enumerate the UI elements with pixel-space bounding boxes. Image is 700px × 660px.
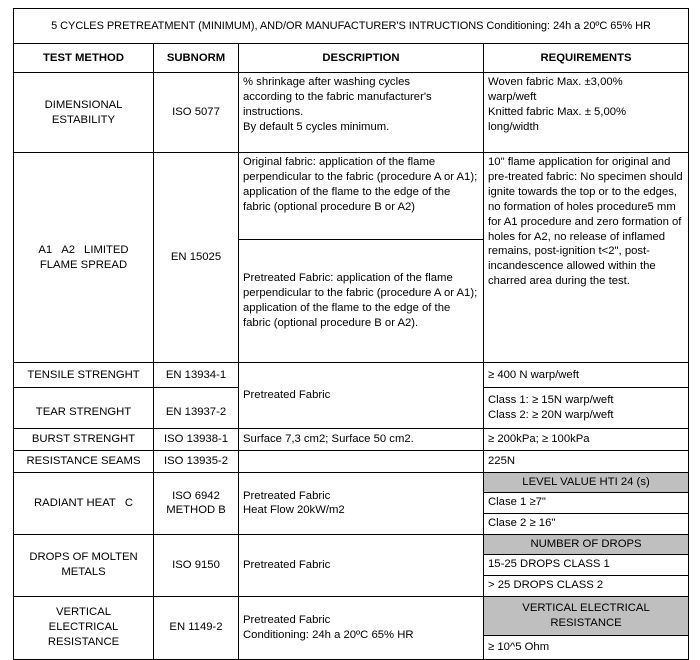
method-dimensional-line-1: DIMENSIONAL bbox=[44, 98, 123, 111]
subnorm-dimensional-estability: ISO 5077 bbox=[154, 73, 239, 153]
requirements-header-radiant-heat: LEVEL VALUE HTI 24 (s) bbox=[484, 473, 689, 493]
requirements-resistance-seams: 225N bbox=[484, 451, 689, 473]
desc-dimensional-line-3: instructions. bbox=[243, 105, 304, 118]
table-row-title bbox=[14, 9, 689, 44]
description-burst-strenght: Surface 7,3 cm2; Surface 50 cm2. bbox=[239, 429, 484, 451]
method-electrical-line-1: VERTICAL bbox=[55, 606, 112, 619]
method-resistance-seams: RESISTANCE SEAMS bbox=[14, 451, 154, 473]
table-row-flame-spread-original bbox=[14, 153, 689, 240]
description-vertical-electrical-resistance bbox=[239, 596, 484, 659]
method-radiant-heat bbox=[14, 473, 154, 535]
requirements-tensile-strenght: ≥ 400 N warp/weft bbox=[484, 363, 689, 388]
description-radiant-heat bbox=[239, 473, 484, 535]
method-burst-strenght: BURST STRENGHT bbox=[14, 429, 154, 451]
method-tensile-strenght: TENSILE STRENGHT bbox=[14, 363, 154, 388]
subnorm-radiant-heat bbox=[154, 473, 239, 535]
table-row-electrical-resistance-header bbox=[14, 596, 689, 635]
pretreatment-banner: 5 CYCLES PRETREATMENT (MINIMUM), AND/OR MANUFACTURER'S INTRUCTIONS Conditioning: 24h a 20ºC 65% HR bbox=[14, 9, 689, 44]
method-tear-strenght: TEAR STRENGHT bbox=[14, 388, 154, 429]
req-dimensional-line-4: long/width bbox=[488, 120, 539, 133]
method-electrical-line-3: RESISTANCE bbox=[47, 636, 120, 649]
req-dimensional-line-3: Knitted fabric Max. ± 5,00% bbox=[488, 105, 627, 118]
description-drops-of-molten-metals: Pretreated Fabric bbox=[239, 534, 484, 596]
req-dimensional-line-1: Woven fabric Max. ±3,00% bbox=[488, 76, 623, 88]
column-header-test-method: TEST METHOD bbox=[14, 44, 154, 73]
requirements-radiant-heat-class-1: Clase 1 ≥7" bbox=[484, 492, 689, 513]
column-header-description: DESCRIPTION bbox=[239, 44, 484, 73]
subnorm-vertical-electrical-resistance: EN 1149-2 bbox=[154, 596, 239, 659]
table-row-molten-metals-header bbox=[14, 534, 689, 554]
desc-electrical-line-1: Pretreated Fabric bbox=[243, 613, 331, 626]
subnorm-limited-flame-spread: EN 15025 bbox=[154, 153, 239, 363]
method-flame-line-2: FLAME SPREAD bbox=[39, 258, 128, 271]
description-dimensional-estability bbox=[239, 73, 484, 153]
table-header-row bbox=[14, 44, 689, 73]
subnorm-tensile-strenght: EN 13934-1 bbox=[154, 363, 239, 388]
desc-dimensional-line-1: % shrinkage after washing cycles bbox=[243, 76, 411, 88]
method-molten-line-2: METALS bbox=[61, 566, 106, 579]
desc-electrical-line-2: Conditioning: 24h a 20ºC 65% HR bbox=[243, 628, 414, 641]
subnorm-radiant-line-2: METHOD B bbox=[166, 504, 226, 517]
description-resistance-seams bbox=[239, 451, 484, 473]
method-flame-limited: LIMITED bbox=[84, 243, 129, 256]
desc-radiant-line-2: Heat Flow 20kW/m2 bbox=[243, 504, 345, 517]
description-flame-spread-original: Original fabric: application of the flame perpendicular to the fabric (procedure A or A1); application of the flame to the edge of the fabric (optional procedure B or A2) bbox=[239, 153, 484, 240]
method-radiant-heat-class: C bbox=[124, 497, 133, 509]
method-radiant-heat-label: RADIANT HEAT bbox=[34, 497, 116, 509]
desc-radiant-line-1: Pretreated Fabric bbox=[243, 489, 331, 502]
subnorm-tear-strenght: EN 13937-2 bbox=[154, 388, 239, 429]
req-electrical-header-line-1: VERTICAL ELECTRICAL bbox=[522, 601, 650, 614]
requirements-molten-metals-class-1: 15-25 DROPS CLASS 1 bbox=[484, 554, 689, 575]
requirements-limited-flame-spread: 10" flame application for original and pre-treated fabric: No specimen should ignite towards the top or to the edges, no formation of holes procedure5 mm for A1 procedure and zero formation of holes for A2, no release of inflamed remains, post-ignition t<2", post-incandescence allowed within the charred area during the test. bbox=[484, 153, 689, 363]
requirements-table bbox=[13, 8, 689, 660]
requirements-burst-strenght: ≥ 200kPa; ≥ 100kPa bbox=[484, 429, 689, 451]
method-molten-line-1: DROPS OF MOLTEN bbox=[29, 551, 138, 564]
description-tensile-and-tear: Pretreated Fabric bbox=[239, 363, 484, 429]
req-tear-line-2: Class 2: ≥ 20N warp/weft bbox=[488, 409, 614, 421]
method-electrical-line-2: ELECTRICAL bbox=[48, 621, 119, 634]
requirements-dimensional-estability bbox=[484, 73, 689, 153]
req-tear-line-1: Class 1: ≥ 15N warp/weft bbox=[488, 394, 614, 407]
subnorm-resistance-seams: ISO 13935-2 bbox=[154, 451, 239, 473]
requirements-tear-strenght bbox=[484, 388, 689, 429]
method-dimensional-estability bbox=[14, 73, 154, 153]
req-dimensional-line-2: warp/weft bbox=[488, 90, 537, 103]
requirements-header-molten-metals: NUMBER OF DROPS bbox=[484, 534, 689, 554]
column-header-requirements: REQUIREMENTS bbox=[484, 44, 689, 73]
requirements-molten-metals-class-2: > 25 DROPS CLASS 2 bbox=[484, 575, 689, 596]
method-vertical-electrical-resistance bbox=[14, 596, 154, 659]
req-electrical-header-line-2: RESISTANCE bbox=[550, 616, 622, 629]
table-row-resistance-seams bbox=[14, 451, 689, 473]
requirements-vertical-electrical-resistance: ≥ 10^5 Ohm bbox=[484, 635, 689, 659]
method-flame-a1: A1 bbox=[38, 243, 53, 256]
table-row-burst-strenght bbox=[14, 429, 689, 451]
subnorm-radiant-line-1: ISO 6942 bbox=[172, 489, 220, 502]
subnorm-burst-strenght: ISO 13938-1 bbox=[154, 429, 239, 451]
desc-dimensional-line-4: By default 5 cycles minimum. bbox=[243, 120, 390, 133]
table-row-dimensional-estability bbox=[14, 73, 689, 153]
column-header-subnorm: SUBNORM bbox=[154, 44, 239, 73]
method-flame-a2: A2 bbox=[61, 243, 76, 256]
desc-dimensional-line-2: according to the fabric manufacturer's bbox=[243, 90, 432, 103]
method-dimensional-line-2: ESTABILITY bbox=[51, 113, 116, 126]
subnorm-drops-of-molten-metals: ISO 9150 bbox=[154, 534, 239, 596]
requirements-header-electrical-resistance bbox=[484, 596, 689, 635]
requirements-radiant-heat-class-2: Clase 2 ≥ 16" bbox=[484, 513, 689, 534]
table-row-tensile-strenght bbox=[14, 363, 689, 388]
method-flame-line-1 bbox=[18, 243, 149, 258]
method-limited-flame-spread bbox=[14, 153, 154, 363]
method-drops-of-molten-metals bbox=[14, 534, 154, 596]
description-flame-spread-pretreated: Pretreated Fabric: application of the flame perpendicular to the fabric (procedure A or A1); application of the flame to the edge of the fabric (optional procedure B or A2). bbox=[239, 240, 484, 363]
table-row-radiant-heat-header bbox=[14, 473, 689, 493]
